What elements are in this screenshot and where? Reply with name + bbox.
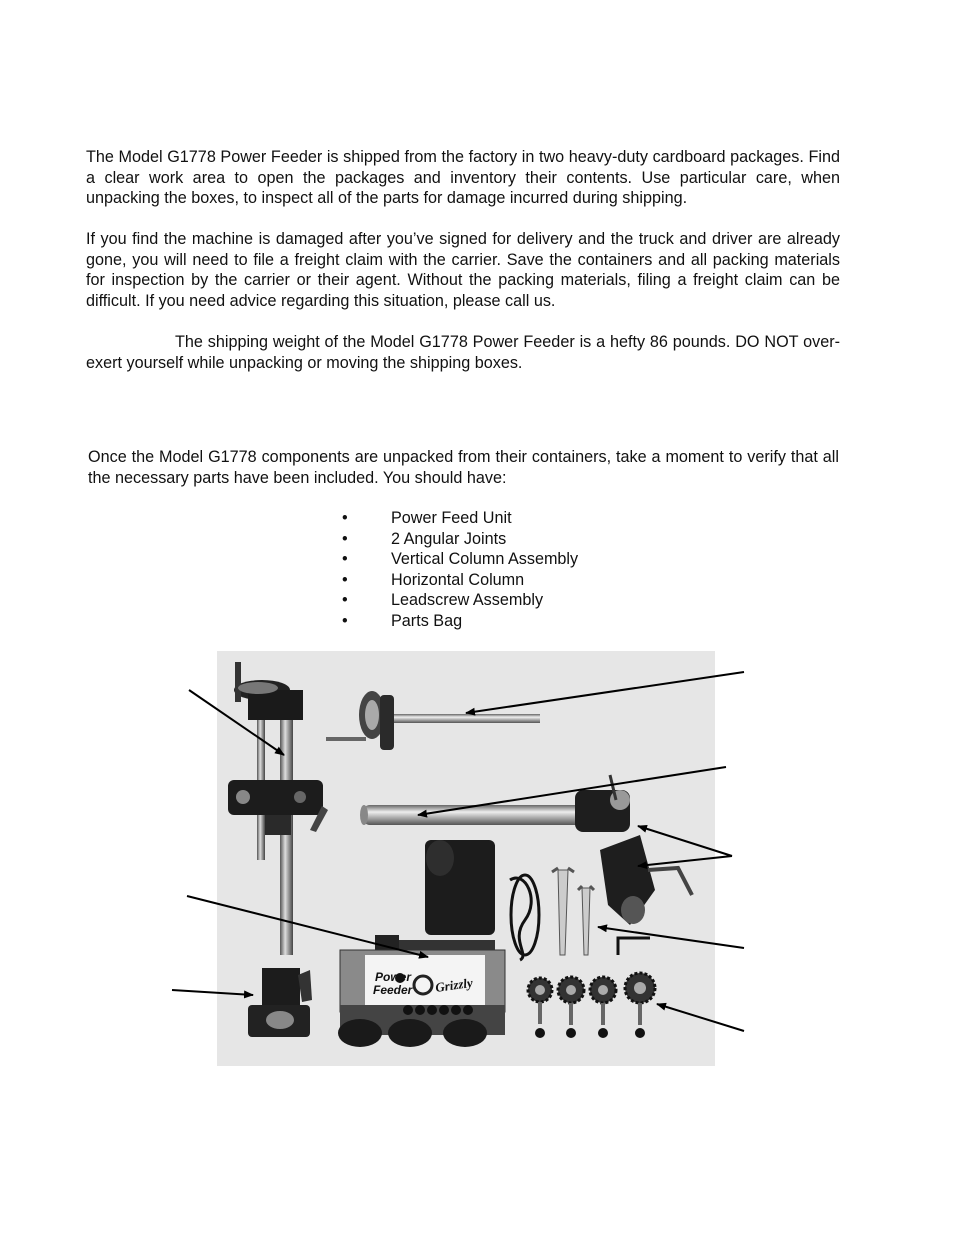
bullet-icon: • xyxy=(342,550,348,569)
inventory-item-label: Power Feed Unit xyxy=(391,509,512,527)
bullet-icon: • xyxy=(342,591,348,610)
intro-paragraph-2: If you find the machine is damaged after you’ve signed for delivery and the truck and driver are already gone, you will need to file a freight claim with the carrier. Save the containers and all packing materials for inspection by the carrier or their agent. Without the packing materials, filing a freight claim can be difficult. If you need advice regarding this situation, please call us. xyxy=(86,230,840,310)
inventory-item-label: Parts Bag xyxy=(391,611,463,630)
horizontal-column-icon xyxy=(360,805,590,825)
feeder-label-2: Feeder xyxy=(373,983,413,997)
inventory-item-label: Leadscrew Assembly xyxy=(391,591,544,610)
bullet-icon: • xyxy=(342,570,348,589)
weight-note-text: The shipping weight of the Model G1778 Power Feeder is a hefty 86 pounds. DO NOT over-exert yourself while unpacking or moving the shipping boxes. xyxy=(86,333,840,372)
bullet-icon: • xyxy=(342,509,348,527)
brand-label: Grizzly xyxy=(434,974,474,995)
bullet-icon: • xyxy=(342,529,348,548)
inventory-item-label: 2 Angular Joints xyxy=(391,529,507,548)
inventory-intro: Once the Model G1778 components are unpacked from their containers, take a moment to verify that all the necessary parts have been included. You should have: xyxy=(88,448,839,487)
bullet-icon: • xyxy=(342,611,348,630)
inventory-item-label: Horizontal Column xyxy=(391,570,525,589)
inventory-item-label: Vertical Column Assembly xyxy=(391,550,579,569)
feeder-label-1: Power xyxy=(375,970,412,984)
intro-paragraph-1: The Model G1778 Power Feeder is shipped from the factory in two heavy-duty cardboard packages. Find a clear work area to open the packages and inventory their contents. Use particular care, when unpacking the boxes, to inspect all of the parts for damage incurred during shipping. xyxy=(86,148,840,208)
